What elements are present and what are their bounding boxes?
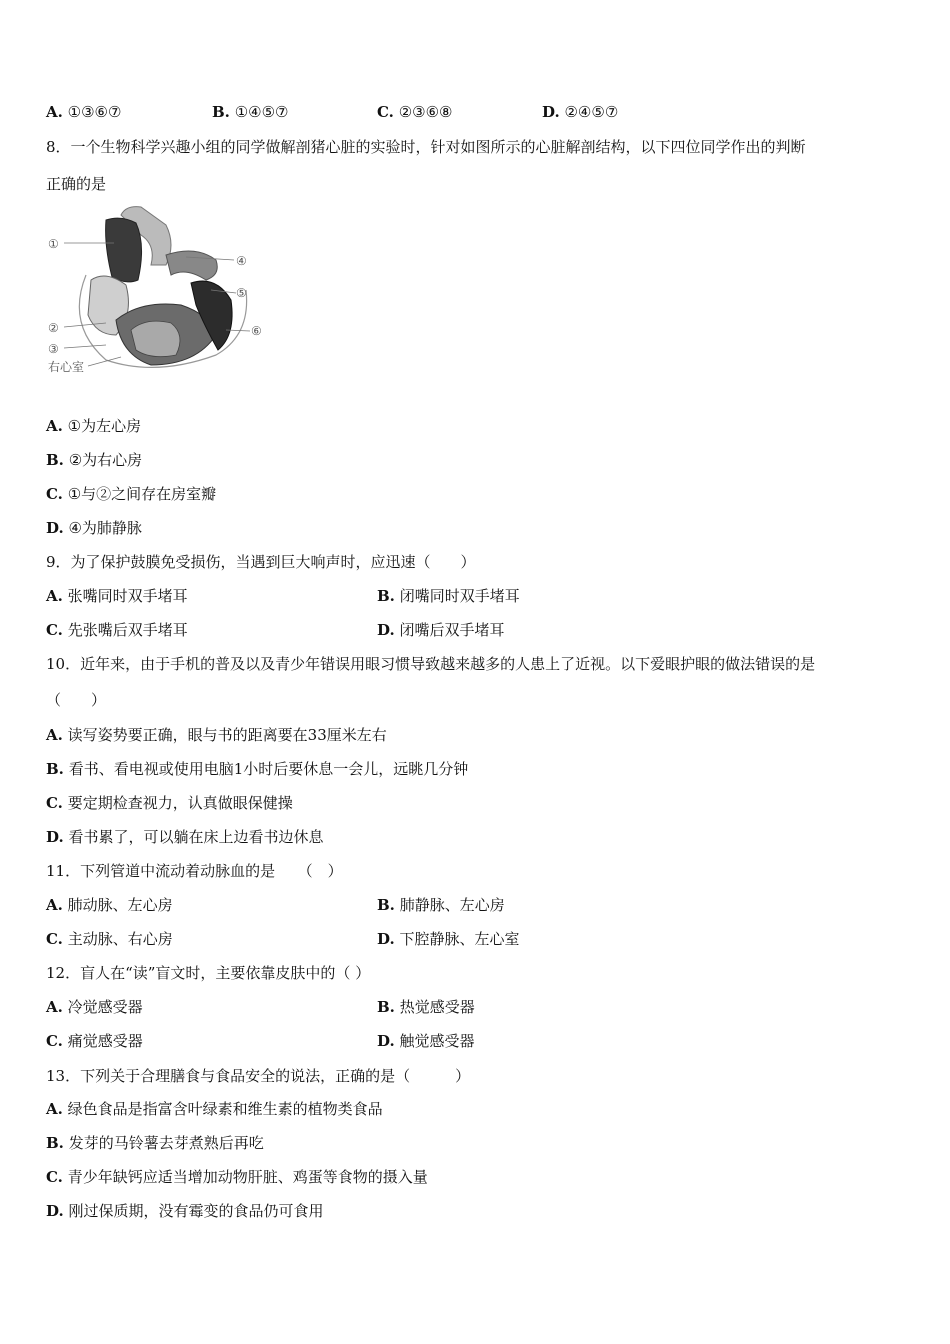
q11-stem: 11．下列管道中流动着动脉血的是 （ ） <box>46 862 343 880</box>
q13-stem: 13．下列关于合理膳食与食品安全的说法，正确的是（ ） <box>46 1067 471 1085</box>
q11-option-a: A. 肺动脉、左心房 <box>46 896 173 914</box>
q7-option-a: A. ①③⑥⑦ <box>46 103 122 121</box>
q12-option-c: C. 痛觉感受器 <box>46 1032 143 1050</box>
label-5: ⑤ <box>236 286 247 300</box>
q10-option-a: A. 读写姿势要正确，眼与书的距离要在33厘米左右 <box>46 726 387 744</box>
q8-option-b: B. ②为右心房 <box>46 451 143 469</box>
q10-option-b: B. 看书、看电视或使用电脑1小时后要休息一会儿，远眺几分钟 <box>46 760 469 778</box>
label-1: ① <box>48 237 59 251</box>
q13-option-c: C. 青少年缺钙应适当增加动物肝脏、鸡蛋等食物的摄入量 <box>46 1168 428 1186</box>
q13-option-d: D. 刚过保质期，没有霉变的食品仍可食用 <box>46 1202 324 1220</box>
figure-caption: 右心室 <box>48 360 85 374</box>
ventricle-inner-shape <box>131 321 180 357</box>
q8-option-c: C. ①与②之间存在房室瓣 <box>46 485 217 503</box>
q8-option-d: D. ④为肺静脉 <box>46 519 142 537</box>
q7-option-b: B. ①④⑤⑦ <box>212 103 289 121</box>
q13-option-b: B. 发芽的马铃薯去芽煮熟后再吃 <box>46 1134 264 1152</box>
label-3: ③ <box>48 342 59 356</box>
q8-option-a: A. ①为左心房 <box>46 417 142 435</box>
q9-option-c: C. 先张嘴后双手堵耳 <box>46 621 188 639</box>
q12-stem: 12．盲人在“读”盲文时，主要依靠皮肤中的（ ） <box>46 964 371 982</box>
q11-option-c: C. 主动脉、右心房 <box>46 930 173 948</box>
q10-option-c: C. 要定期检查视力，认真做眼保健操 <box>46 794 293 812</box>
label-4: ④ <box>236 254 247 268</box>
q8-stem-line1: 8．一个生物科学兴趣小组的同学做解剖猪心脏的实验时，针对如图所示的心脏解剖结构，以下四位同学作出的判断 <box>46 138 806 156</box>
q12-option-a: A. 冷觉感受器 <box>46 998 143 1016</box>
q10-stem-line1: 10．近年来，由于手机的普及以及青少年错误用眼习惯导致越来越多的人患上了近视。以下爱眼护眼的做法错误的是 <box>46 655 816 673</box>
q10-option-d: D. 看书累了，可以躺在床上边看书边休息 <box>46 828 324 846</box>
label-2: ② <box>48 321 59 335</box>
label-6: ⑥ <box>251 324 262 338</box>
q9-option-b: B. 闭嘴同时双手堵耳 <box>377 587 520 605</box>
q12-option-b: B. 热觉感受器 <box>377 998 475 1016</box>
pulmonary-artery-shape <box>166 251 217 280</box>
leader-3 <box>64 345 106 348</box>
q7-option-c: C. ②③⑥⑧ <box>377 103 453 121</box>
q12-option-d: D. 触觉感受器 <box>377 1032 475 1050</box>
heart-diagram-svg <box>46 205 266 375</box>
q7-option-d: D. ②④⑤⑦ <box>542 103 619 121</box>
vena-cava-shape <box>106 218 142 282</box>
q9-stem: 9．为了保护鼓膜免受损伤，当遇到巨大响声时，应迅速（ ） <box>46 553 476 571</box>
q10-stem-line2: （ ） <box>46 691 107 709</box>
q11-option-d: D. 下腔静脉、左心室 <box>377 930 520 948</box>
q11-option-b: B. 肺静脉、左心房 <box>377 896 505 914</box>
q8-stem-line2: 正确的是 <box>46 175 107 193</box>
q9-option-d: D. 闭嘴后双手堵耳 <box>377 621 505 639</box>
q9-option-a: A. 张嘴同时双手堵耳 <box>46 587 188 605</box>
q13-option-a: A. 绿色食品是指富含叶绿素和维生素的植物类食品 <box>46 1100 383 1118</box>
heart-diagram <box>46 205 266 375</box>
